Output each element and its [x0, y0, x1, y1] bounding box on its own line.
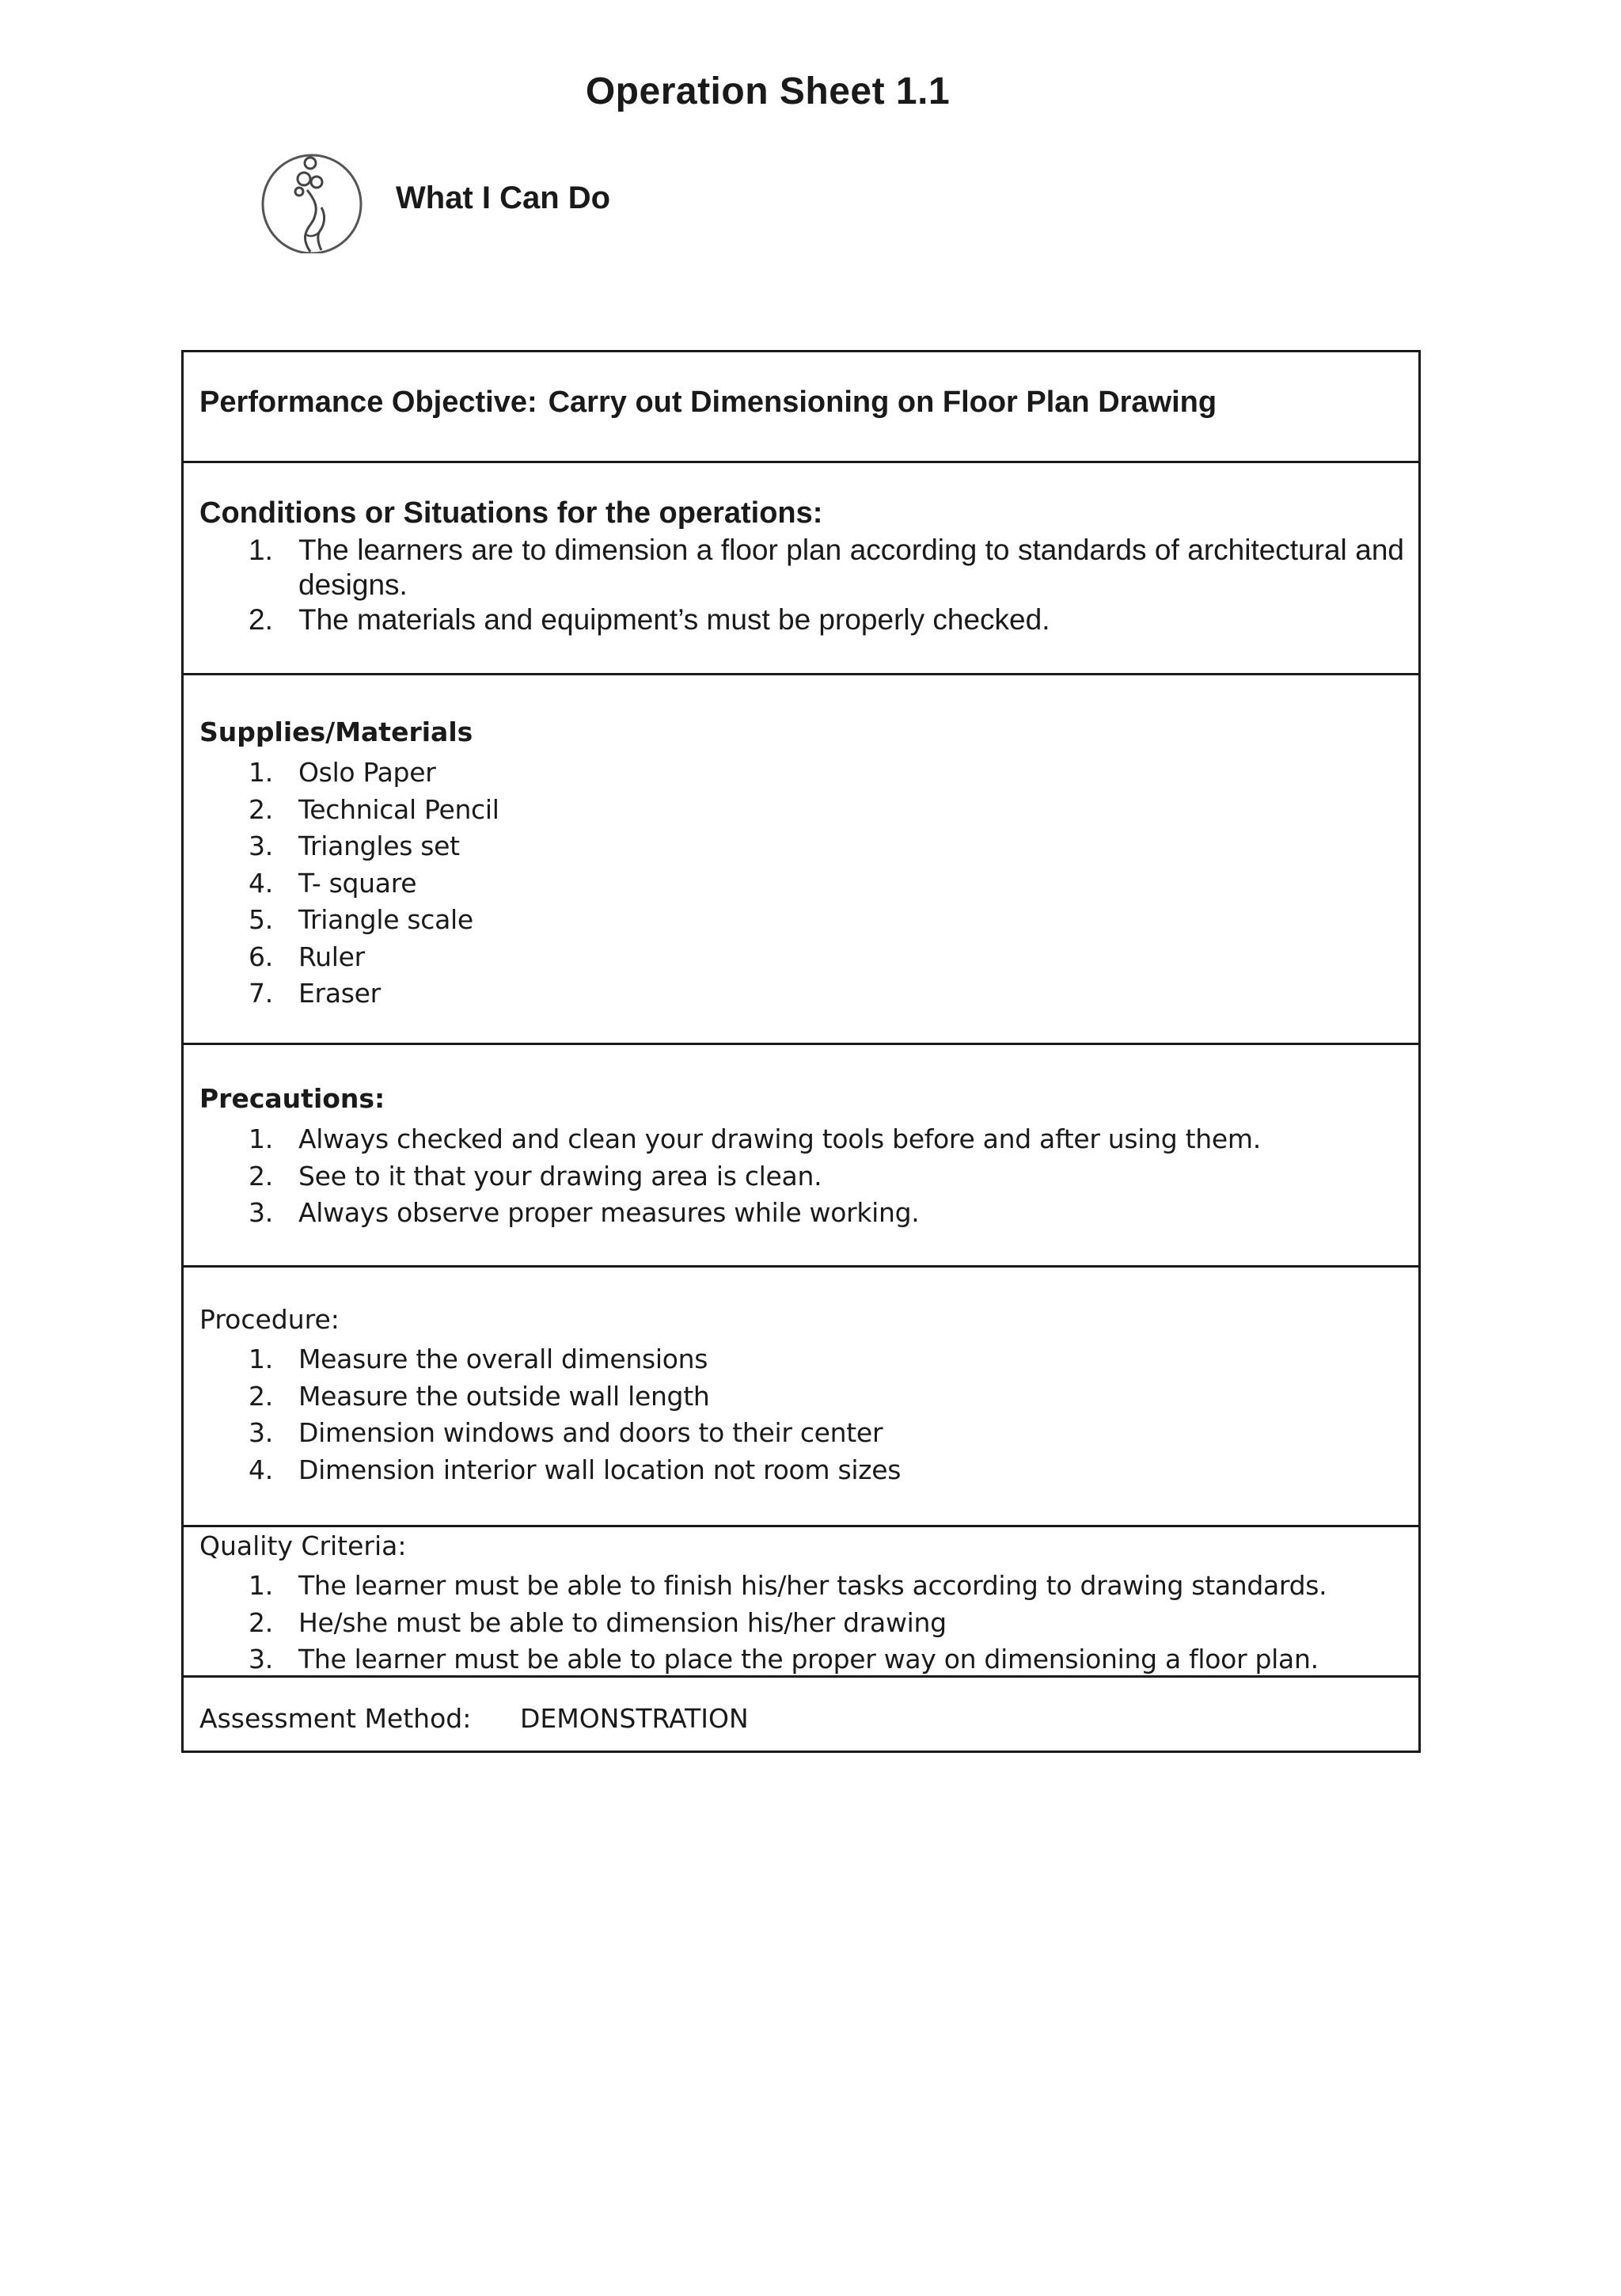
operation-table	[181, 350, 1421, 1753]
procedure-list	[184, 1341, 901, 1488]
list-number: 2.	[249, 1606, 273, 1638]
list-number: 5.	[249, 904, 273, 935]
list-item	[184, 975, 499, 1013]
supplies-list	[184, 755, 499, 1013]
list-item-text: T- square	[298, 867, 417, 899]
conditions-heading: Conditions or Situations for the operations:	[199, 496, 823, 530]
list-item-text: Technical Pencil	[298, 793, 499, 825]
list-number: 3.	[249, 1644, 273, 1674]
list-item	[184, 1378, 901, 1416]
list-number: 3.	[249, 831, 273, 861]
quality-heading: Quality Criteria:	[199, 1530, 407, 1561]
assessment-section	[184, 1678, 1418, 1751]
list-number: 7.	[249, 978, 273, 1009]
list-number: 4.	[249, 1454, 273, 1485]
list-number: 1.	[249, 757, 273, 788]
list-number: 3.	[249, 1417, 273, 1448]
objective-line	[199, 386, 1217, 420]
list-item	[184, 1195, 1261, 1232]
list-item	[184, 792, 499, 829]
list-item-text: Measure the overall dimensions	[298, 1344, 708, 1374]
list-item	[184, 603, 1404, 637]
list-item-text: Ruler	[298, 941, 365, 972]
quality-list	[184, 1568, 1327, 1678]
list-number: 2.	[249, 1160, 273, 1192]
list-number: 2.	[249, 1380, 273, 1412]
precautions-heading: Precautions:	[199, 1083, 385, 1114]
list-item-text: See to it that your drawing area is clean.	[298, 1160, 822, 1192]
list-number: 2.	[249, 793, 273, 825]
list-item-text: Dimension windows and doors to their center	[298, 1417, 883, 1448]
list-number: 1.	[249, 1344, 273, 1374]
list-item-text: Always observe proper measures while working.	[298, 1197, 920, 1228]
list-number: 4.	[249, 867, 273, 899]
list-item	[184, 1568, 1327, 1605]
list-item-text: The learners are to dimension a floor plan according to standards of architectural and designs.	[298, 534, 1404, 601]
precautions-section	[184, 1045, 1418, 1268]
assessment-label: Assessment Method:	[199, 1703, 472, 1734]
list-number: 1.	[249, 534, 273, 566]
what-i-can-do-icon	[258, 152, 366, 253]
list-item	[184, 902, 499, 939]
list-item	[184, 1158, 1261, 1196]
procedure-section	[184, 1268, 1418, 1527]
list-item	[184, 828, 499, 865]
list-item	[184, 1641, 1327, 1678]
list-item	[184, 1605, 1327, 1642]
conditions-section	[184, 463, 1418, 675]
list-item-text: Dimension interior wall location not room sizes	[298, 1454, 902, 1485]
list-item	[184, 865, 499, 903]
list-number: 2.	[249, 603, 273, 636]
list-item	[184, 1121, 1261, 1158]
supplies-section	[184, 675, 1418, 1045]
list-item-text: Triangles set	[298, 831, 460, 861]
list-item	[184, 533, 1404, 603]
supplies-heading: Supplies/Materials	[199, 717, 473, 747]
objective-label: Performance Objective:	[199, 386, 537, 419]
list-item	[184, 1341, 901, 1378]
list-item-text: He/she must be able to dimension his/her drawing	[298, 1606, 947, 1638]
list-item-text: Eraser	[298, 978, 381, 1009]
list-item-text: The learner must be able to finish his/her tasks according to drawing standards.	[298, 1570, 1327, 1601]
list-item-text: Measure the outside wall length	[298, 1380, 710, 1412]
list-number: 3.	[249, 1197, 273, 1228]
list-item-text: The materials and equipment’s must be properly checked.	[298, 603, 1050, 636]
list-item	[184, 1415, 901, 1452]
quality-section	[184, 1527, 1418, 1678]
list-number: 1.	[249, 1570, 273, 1601]
list-item-text: Oslo Paper	[298, 757, 436, 788]
list-item-text: The learner must be able to place the proper way on dimensioning a floor plan.	[298, 1644, 1319, 1674]
conditions-list	[184, 533, 1404, 637]
page-title: Operation Sheet 1.1	[585, 70, 951, 112]
section-label: What I Can Do	[396, 181, 611, 215]
list-number: 6.	[249, 941, 273, 972]
list-item	[184, 939, 499, 976]
precautions-list	[184, 1121, 1261, 1232]
objective-section	[184, 352, 1418, 463]
list-item	[184, 755, 499, 792]
procedure-heading: Procedure:	[199, 1304, 340, 1335]
assessment-value: DEMONSTRATION	[520, 1703, 749, 1734]
list-number: 1.	[249, 1123, 273, 1154]
objective-text: Carry out Dimensioning on Floor Plan Drawing	[548, 386, 1217, 419]
list-item	[184, 1452, 901, 1489]
list-item-text: Always checked and clean your drawing tools before and after using them.	[298, 1123, 1261, 1154]
list-item-text: Triangle scale	[298, 904, 473, 935]
